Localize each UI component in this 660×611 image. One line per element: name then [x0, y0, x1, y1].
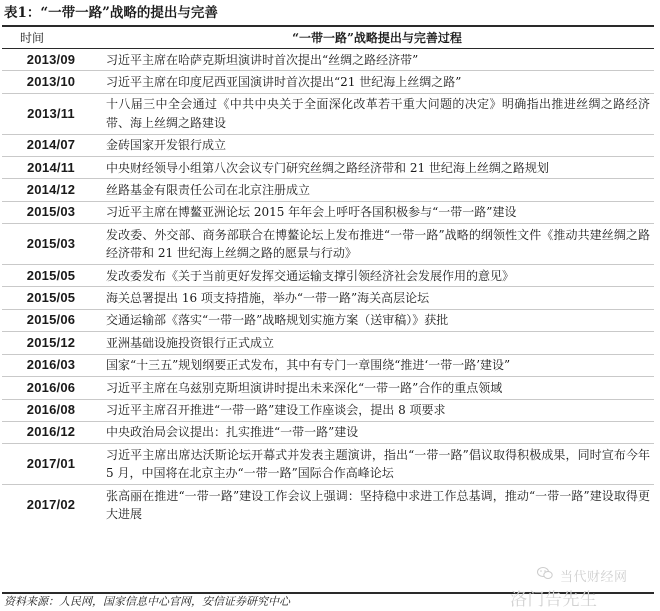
row-time: 2015/06	[2, 309, 100, 331]
row-time: 2014/11	[2, 157, 100, 179]
table-row	[2, 485, 654, 525]
table-row	[2, 93, 654, 134]
table-row	[2, 49, 654, 71]
row-time: 2016/03	[2, 354, 100, 376]
row-text: 金砖国家开发银行成立	[100, 134, 654, 156]
wechat-icon	[537, 566, 553, 580]
row-text: 中央政治局会议提出：扎实推进“一带一路”建设	[100, 421, 654, 443]
row-time: 2013/11	[2, 93, 100, 134]
timeline-table	[2, 27, 654, 525]
row-text: 亚洲基础设施投资银行正式成立	[100, 332, 654, 354]
table-row	[2, 157, 654, 179]
row-text: 习近平主席在印度尼西亚国演讲时首次提出“21 世纪海上丝绸之路”	[100, 71, 654, 93]
table-row	[2, 287, 654, 309]
row-text: 习近平主席出席达沃斯论坛开幕式并发表主题演讲，指出“一带一路”倡议取得积极成果，同时宣布今年 5 月，中国将在北京主办“一带一路”国际合作高峰论坛	[100, 444, 654, 485]
header-description: “一带一路”战略提出与完善过程	[100, 27, 654, 49]
row-text: 习近平主席在博鳌亚洲论坛 2015 年年会上呼吁各国积极参与“一带一路”建设	[100, 201, 654, 223]
row-text: 中央财经领导小组第八次会议专门研究丝绸之路经济带和 21 世纪海上丝绸之路规划	[100, 157, 654, 179]
row-time: 2013/09	[2, 49, 100, 71]
row-time: 2013/10	[2, 71, 100, 93]
row-text: 十八届三中全会通过《中共中央关于全面深化改革若干重大问题的决定》明确指出推进丝绸之路经济带、海上丝绸之路建设	[100, 93, 654, 134]
table-row	[2, 309, 654, 331]
table-row	[2, 265, 654, 287]
table-row	[2, 134, 654, 156]
table-row	[2, 179, 654, 201]
row-time: 2015/12	[2, 332, 100, 354]
row-time: 2015/05	[2, 287, 100, 309]
row-time: 2016/08	[2, 399, 100, 421]
row-text: 习近平主席在哈萨克斯坦演讲时首次提出“丝绸之路经济带”	[100, 49, 654, 71]
table-row	[2, 354, 654, 376]
row-time: 2016/12	[2, 421, 100, 443]
row-time: 2016/06	[2, 377, 100, 399]
table-row	[2, 332, 654, 354]
row-text: 习近平主席召开推进“一带一路”建设工作座谈会，提出 8 项要求	[100, 399, 654, 421]
row-time: 2015/03	[2, 201, 100, 223]
table-row	[2, 399, 654, 421]
watermark-author: 洛门告先生	[510, 590, 598, 610]
watermark-text: 当代财经网	[560, 570, 628, 585]
row-text: 发改委、外交部、商务部联合在博鳌论坛上发布推进“一带一路”战略的纲领性文件《推动共建丝绸之路经济带和 21 世纪海上丝绸之路的愿景与行动》	[100, 224, 654, 265]
row-text: 交通运输部《落实“一带一路”战略规划实施方案（送审稿）》获批	[100, 309, 654, 331]
row-text: 张高丽在推进“一带一路”建设工作会议上强调：坚持稳中求进工作总基调，推动“一带一路”建设取得更大进展	[106, 488, 650, 522]
row-text: 国家“十三五”规划纲要正式发布，其中有专门一章围绕“推进‘一带一路’建设”	[100, 354, 654, 376]
table-title: 表1：“一带一路”战略的提出与完善	[4, 5, 218, 21]
row-time: 2017/02	[26, 496, 76, 512]
header-row	[2, 27, 654, 49]
table-row	[2, 71, 654, 93]
row-text: 习近平主席在乌兹别克斯坦演讲时提出未来深化“一带一路”合作的重点领域	[100, 377, 654, 399]
row-time: 2015/03	[2, 224, 100, 265]
source-note: 资料来源：人民网，国家信息中心官网，安信证券研究中心	[4, 595, 290, 608]
table-row	[2, 224, 654, 265]
row-time: 2015/05	[2, 265, 100, 287]
row-time: 2017/01	[2, 444, 100, 485]
row-time: 2014/07	[2, 134, 100, 156]
row-time: 2014/12	[2, 179, 100, 201]
table-row	[2, 444, 654, 485]
table-row	[2, 421, 654, 443]
header-time: 时间	[2, 27, 100, 49]
row-text: 丝路基金有限责任公司在北京注册成立	[100, 179, 654, 201]
table-row	[2, 377, 654, 399]
row-text: 发改委发布《关于当前更好发挥交通运输支撑引领经济社会发展作用的意见》	[100, 265, 654, 287]
table-row	[2, 201, 654, 223]
row-text: 海关总署提出 16 项支持措施，举办“一带一路”海关高层论坛	[100, 287, 654, 309]
